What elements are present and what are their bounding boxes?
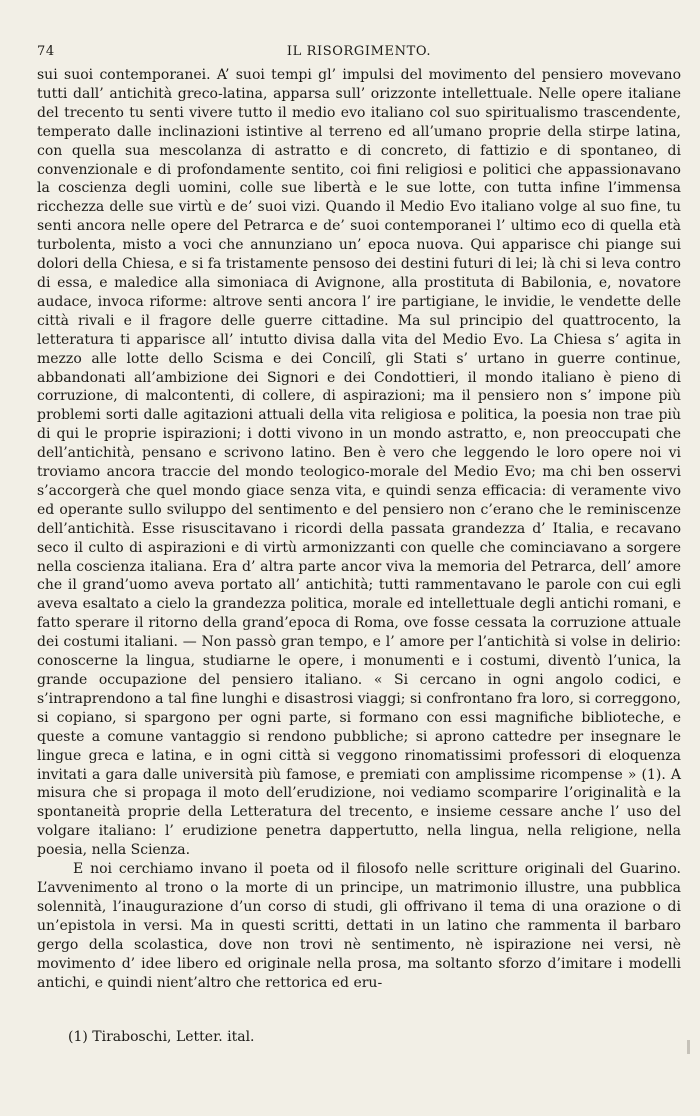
paragraph-2: E noi cerchiamo invano il poeta od il filosofo nelle scritture originali del Guarino. L’avvenimento al trono o la morte di un principe, un matrimonio illustre, una pubblica solennità, l’inaugurazione d’un corso di studi, gli offrivano il tema di una orazione o di un’epistola in versi. Ma in questi scritti, dettati in un latino che rammenta il barbaro gergo della scolastica, dove non trovi nè sentimento, nè ispirazione nei versi, nè movimento d’ idee libero ed originale nella prosa, ma soltanto sforzo d’imitare i modelli antichi, e quindi nient’altro che rettorica ed eru- [37, 861, 681, 991]
body-text [37, 66, 681, 992]
scan-edge-mark [687, 1040, 690, 1054]
paragraph-1: sui suoi contemporanei. A’ suoi tempi gl’ impulsi del movimento del pensiero movevano tutti dall’ antichità greco-latina, apparsa sull’ orizzonte intellettuale. Nelle opere italiane del trecento tu senti vivere tutto il medio evo italiano col suo spiritualismo trascendente, temperato dalle inclinazioni istintive al terreno ed all’umano proprie della stirpe latina, con quella sua mescolanza di astratto e di concreto, di fattizio e di spontaneo, di convenzionale e di profondamente sentito, coi fini religiosi e politici che appassionavano la coscienza degli uomini, colle sue libertà e le sue lotte, con tutta infine l’immensa ricchezza delle sue virtù e de’ suoi vizi. Quando il Medio Evo italiano volge al suo fine, tu senti ancora nelle opere del Petrarca e de’ suoi contemporanei l’ ultimo eco di quella età turbolenta, misto a voci che annunziano un’ epoca nuova. Qui apparisce chi piange sui dolori della Chiesa, e si fa tristamente pensoso dei destini futuri di lei; là chi si leva contro di essa, e maledice alla simoniaca di Avignone, alla prostituta di Babilonia, e, novatore audace, invoca riforme: altrove senti ancora l’ ire partigiane, le invidie, le vendette delle città rivali e il fragore delle guerre cittadine. Ma sul principio del quattrocento, la letteratura ti apparisce all’ intutto divisa dalla vita del Medio Evo. La Chiesa s’ agita in mezzo alle lotte dello Scisma e dei Concilî, gli Stati s’ urtano in guerre continue, abbandonati all’ambizione dei Signori e dei Condottieri, il mondo italiano è pieno di corruzione, di malcontenti, di collere, di aspirazioni; ma il pensiero non s’ impone più problemi sorti dalle agitazioni attuali della vita religiosa e politica, la poesia non trae più di qui le proprie ispirazioni; i dotti vivono in un mondo astratto, e, non preoccupati che dell’antichità, pensano e scrivono latino. Ben è vero che leggendo le loro opere noi vi troviamo ancora traccie del mondo teologico-morale del Medio Evo; ma chi ben osservi s’accorgerà che quel mondo giace senza vita, e quindi senza efficacia: di veramente vivo ed operante sullo sviluppo del sentimento e del pensiero non c’erano che le reminiscenze dell’antichità. Esse risuscitavano i ricordi della passata grandezza d’ Italia, e recavano seco il culto di aspirazioni e di virtù armonizzanti con quelle che cominciavano a sorgere nella coscienza italiana. Era d’ altra parte ancor viva la memoria del Petrarca, dell’ amore che il grand’uomo aveva portato all’ antichità; tutti rammentavano le parole con cui egli aveva esaltato a cielo la grandezza politica, morale ed intellettuale degli antichi romani, e fatto sperare il ritorno della grand’epoca di Roma, ove fosse cessata la corruzione attuale dei costumi italiani. — Non passò gran tempo, e l’ amore per l’antichità si volse in delirio: conoscerne la lingua, studiarne le opere, i monumenti e i costumi, diventò l’unica, la grande occupazione del pensiero italiano. « Si cercano in ogni angolo codici, e s’intraprendono a tal fine lunghi e disastrosi viaggi; si confrontano fra loro, si correggono, si copiano, si spargono per ogni parte, si formano con essi magnifiche biblioteche, e queste a comune vantaggio si rendono pubbliche; si aprono cattedre per insegnare le lingue greca e latina, e in ogni città si veggono rinomatissimi professori di eloquenza invitati a gara dalle università più famose, e premiati con amplissime ricompense » (1). A misura che si propaga il moto dell’erudizione, noi vediamo scomparire l’originalità e la spontaneità proprie della Letteratura del trecento, e insieme cessare anche l’ uso del volgare italiano: l’ erudizione penetra dappertutto, nella lingua, nella religione, nella poesia, nella Scienza. [37, 67, 681, 859]
running-title: IL RISORGIMENTO. [286, 44, 432, 59]
footnote: (1) Tiraboschi, Letter. ital. [68, 1029, 255, 1045]
page-header [37, 44, 681, 64]
page-number: 74 [37, 44, 55, 59]
